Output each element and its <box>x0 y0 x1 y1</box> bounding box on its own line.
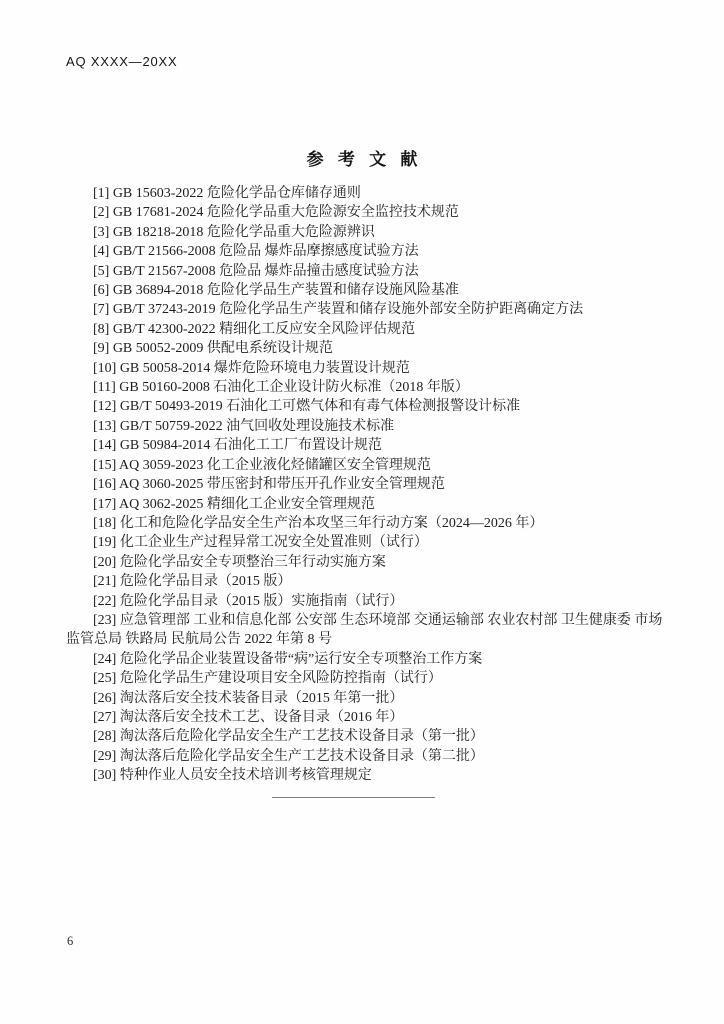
reference-item: [16] AQ 3060-2025 带压密封和带压开孔作业安全管理规范 <box>93 477 445 493</box>
reference-item: [3] GB 18218-2018 危险化学品重大危险源辨识 <box>93 224 375 240</box>
standard-number-header: AQ XXXX—20XX <box>66 54 178 69</box>
reference-item: [23] 应急管理部 工业和信息化部 公安部 生态环境部 交通运输部 农业农村部 卫生健康委 市场监管总局 铁路局 民航局公告 2022 年第 8 号 <box>66 612 663 648</box>
reference-item: [11] GB 50160-2008 石油化工企业设计防火标准（2018 年版） <box>93 380 469 396</box>
reference-item: [2] GB 17681-2024 危险化学品重大危险源安全监控技术规范 <box>93 205 459 221</box>
footnote-divider <box>272 797 435 798</box>
references-list <box>66 184 666 786</box>
reference-item: [26] 淘汰落后安全技术装备目录（2015 年第一批） <box>93 690 404 706</box>
reference-item: [13] GB/T 50759-2022 油气回收处理设施技术标准 <box>93 418 395 434</box>
reference-item: [15] AQ 3059-2023 化工企业液化烃储罐区安全管理规范 <box>93 457 431 473</box>
reference-item: [17] AQ 3062-2025 精细化工企业安全管理规范 <box>93 496 375 512</box>
reference-item: [10] GB 50058-2014 爆炸危险环境电力装置设计规范 <box>93 360 410 376</box>
page-title: 参 考 文 献 <box>306 150 423 169</box>
reference-item: [4] GB/T 21566-2008 危险品 爆炸品摩擦感度试验方法 <box>93 244 419 260</box>
reference-item: [1] GB 15603-2022 危险化学品仓库储存通则 <box>93 186 361 201</box>
reference-item: [25] 危险化学品生产建设项目安全风险防控指南（试行） <box>93 671 442 687</box>
reference-item: [24] 危险化学品企业装置设备带“病”运行安全专项整治工作方案 <box>93 651 483 667</box>
reference-item: [20] 危险化学品安全专项整治三年行动实施方案 <box>93 554 386 570</box>
reference-item: [9] GB 50052-2009 供配电系统设计规范 <box>93 341 333 357</box>
reference-item: [6] GB 36894-2018 危险化学品生产装置和储存设施风险基准 <box>93 283 459 299</box>
reference-item: [5] GB/T 21567-2008 危险品 爆炸品撞击感度试验方法 <box>93 263 419 279</box>
reference-item: [22] 危险化学品目录（2015 版）实施指南（试行） <box>93 593 404 609</box>
reference-item: [12] GB/T 50493-2019 石油化工可燃气体和有毒气体检测报警设计标准 <box>93 399 521 415</box>
reference-item: [14] GB 50984-2014 石油化工工厂布置设计规范 <box>93 438 382 454</box>
reference-item: [29] 淘汰落后危险化学品安全生产工艺技术设备目录（第二批） <box>93 748 484 764</box>
reference-item: [27] 淘汰落后安全技术工艺、设备目录（2016 年） <box>93 709 404 725</box>
reference-item: [30] 特种作业人员安全技术培训考核管理规定 <box>93 768 372 784</box>
reference-item: [7] GB/T 37243-2019 危险化学品生产装置和储存设施外部安全防护距离确定方法 <box>93 302 584 318</box>
page-number: 6 <box>67 934 74 948</box>
reference-item: [28] 淘汰落后危险化学品安全生产工艺技术设备目录（第一批） <box>93 729 484 745</box>
reference-item: [19] 化工企业生产过程异常工况安全处置准则（试行） <box>93 535 428 551</box>
reference-item: [21] 危险化学品目录（2015 版） <box>93 574 292 590</box>
reference-item: [18] 化工和危险化学品安全生产治本攻坚三年行动方案（2024—2026 年） <box>93 515 544 531</box>
reference-item: [8] GB/T 42300-2022 精细化工反应安全风险评估规范 <box>93 321 416 337</box>
